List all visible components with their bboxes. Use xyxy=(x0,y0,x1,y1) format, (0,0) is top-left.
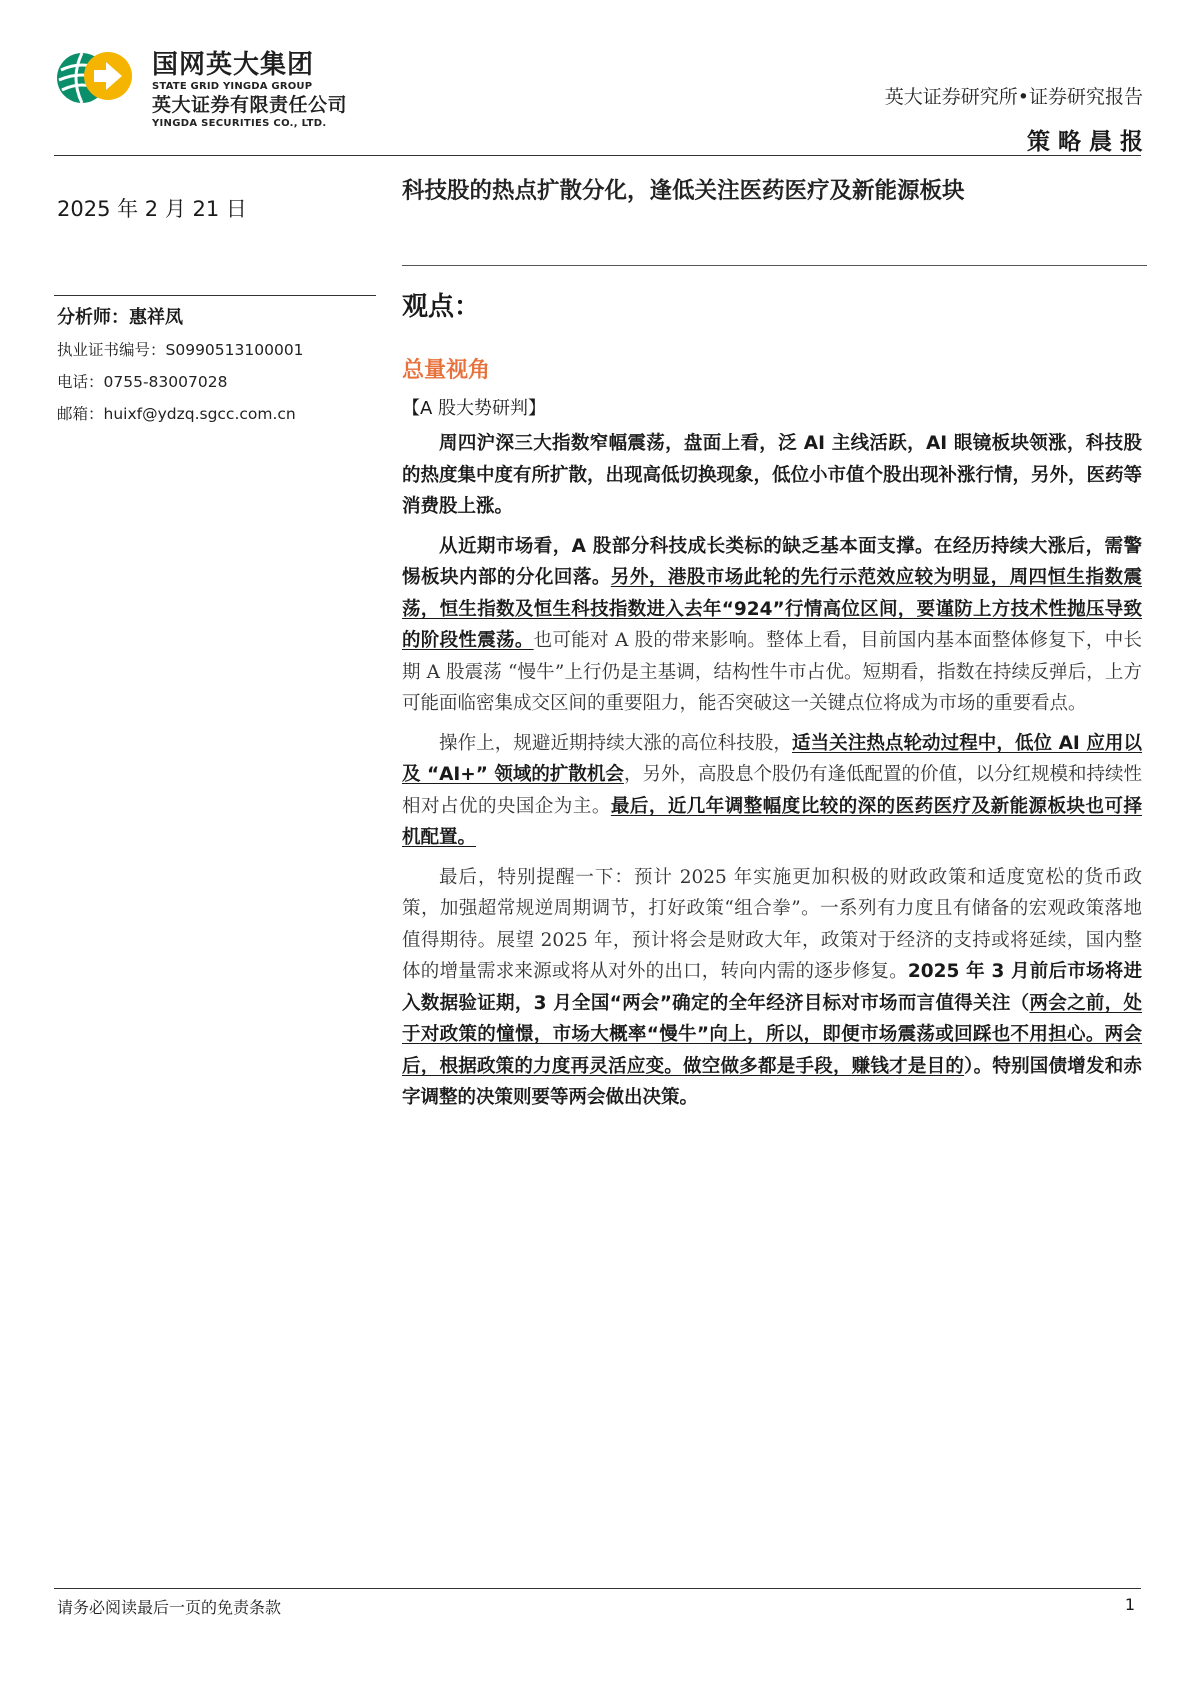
text-run: 从近期市场看，A 股部分科技成长类标的缺乏基本面支撑。在经历持续大涨后，需警惕板块内部的分化回落。 xyxy=(402,535,1142,588)
title-divider xyxy=(402,265,1147,266)
logo-company-en: YINGDA SECURITIES CO., LTD. xyxy=(152,118,327,129)
text-run: 最后，近几年调整幅度比较的深的医药医疗及新能源板块也可择机配置。 xyxy=(402,795,1142,848)
text-run: 另外，港股市场此轮的先行示范效应较为明显，周四恒生指数震荡，恒生指数及恒生科技指数进入去年“924”行情高位区间，要谨防上方技术性抛压导致的阶段性震荡。 xyxy=(402,567,1142,651)
text-run: ，另外，高股息个股仍有逢低配置的价值，以分红规模和持续性相对占优的央国企为主。 xyxy=(402,764,1142,817)
paragraph xyxy=(402,428,1142,523)
globe-arrow-icon xyxy=(56,48,142,108)
analyst-phone: 电话：0755-83007028 xyxy=(57,373,228,391)
institute-label: 英大证券研究所•证券研究报告 xyxy=(884,86,1143,108)
logo-company-cn: 英大证券有限责任公司 xyxy=(152,94,348,116)
text-run: 操作上，规避近期持续大涨的高位科技股， xyxy=(439,732,792,754)
viewpoint-heading: 观点： xyxy=(402,292,481,322)
footer-divider xyxy=(54,1588,1141,1589)
paragraph xyxy=(402,728,1142,854)
report-date: 2025 年 2 月 21 日 xyxy=(57,197,247,221)
subsection-heading: 【A 股大势研判】 xyxy=(402,398,547,419)
analyst-name: 分析师：惠祥凤 xyxy=(57,307,183,328)
paragraph xyxy=(402,862,1142,1114)
analyst-email[interactable]: 邮箱：huixf@ydzq.sgcc.com.cn xyxy=(57,405,296,423)
body-text xyxy=(402,428,1142,1122)
analyst-license: 执业证书编号：S0990513100001 xyxy=(57,341,304,359)
text-run: 两会之前，处于对政策的憧憬，市场大概率“慢牛”向上，所以，即便市场震荡或回踩也不用担心。两会后，根据政策的力度再灵活应变。做空做多都是手段，赚钱才是目的 xyxy=(402,992,1142,1077)
paragraph xyxy=(402,531,1142,720)
report-header xyxy=(884,82,1151,156)
text-run: 适当关注热点轮动过程中，低位 AI 应用以及 “AI+” 领域的扩散机会 xyxy=(402,732,1142,785)
report-type: 策略晨报 xyxy=(1027,129,1151,155)
company-logo xyxy=(56,48,347,129)
report-title: 科技股的热点扩散分化，逢低关注医药医疗及新能源板块 xyxy=(402,178,965,204)
section-heading: 总量视角 xyxy=(402,358,491,383)
text-run: 也可能对 A 股的带来影响。整体上看，目前国内基本面整体修复下，中长期 A 股震荡 “慢牛”上行仍是主基调，结构性牛市占优。短期看，指数在持续反弹后，上方可能面临密集成交区间的重要阻力，能否突破这一关键点位将成为市场的重要看点。 xyxy=(402,630,1142,714)
logo-name-cn: 国网英大集团 xyxy=(152,50,315,80)
header-divider xyxy=(54,155,1141,156)
analyst-divider xyxy=(54,295,376,296)
logo-name-en: STATE GRID YINGDA GROUP xyxy=(152,81,313,92)
footer-disclaimer: 请务必阅读最后一页的免责条款 xyxy=(57,1598,282,1617)
text-run: 2025 年 3 月前后市场将进入数据验证期，3 月全国“两会”确定的全年经济目标对市场而言值得关注（ xyxy=(402,961,1142,1014)
analyst-info xyxy=(57,303,304,434)
text-run: ）。特别国债增发和赤字调整的决策则要等两会做出决策。 xyxy=(402,1055,1142,1108)
page-number: 1 xyxy=(1124,1595,1135,1614)
text-run: 周四沪深三大指数窄幅震荡，盘面上看，泛 AI 主线活跃，AI 眼镜板块领涨，科技股的热度集中度有所扩散，出现高低切换现象，低位小市值个股出现补涨行情，另外，医药等消费股上涨。 xyxy=(402,433,1143,517)
text-run: 最后，特别提醒一下：预计 2025 年实施更加积极的财政政策和适度宽松的货币政策，加强超常规逆周期调节，打好政策“组合拳”。一系列有力度且有储备的宏观政策落地值得期待。展望 2025 年，预计将会是财政大年，政策对于经济的支持或将延续，国内整体的增量需求来源或将从对外的出口，转向内需的逐步修复。 xyxy=(402,866,1142,982)
